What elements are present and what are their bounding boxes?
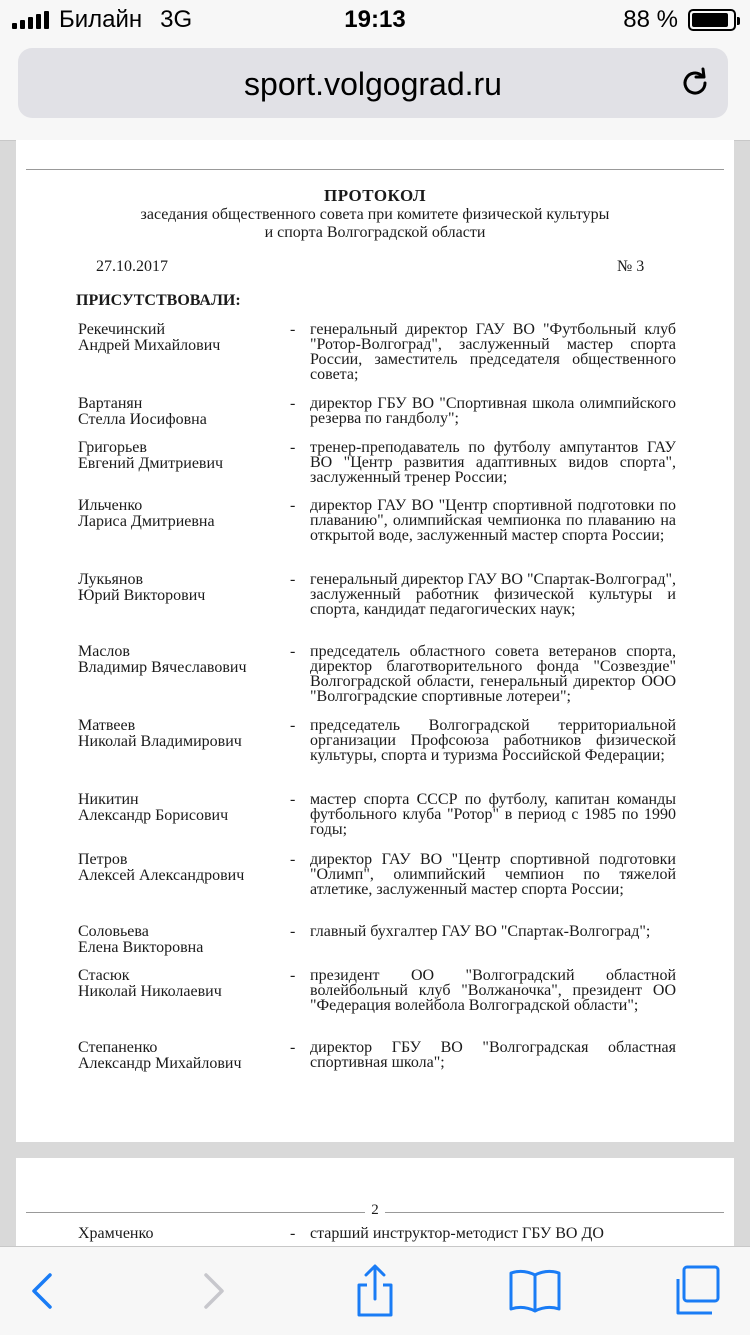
- member-last-name: Храмченко: [78, 1225, 154, 1242]
- member-role: директор ГАУ ВО "Центр спортивной подготовки по плаванию", олимпийская чемпионка по плаванию на открытой воде, заслуженный мастер спорта России;: [310, 497, 676, 544]
- member-role: председатель областного совета ветеранов спорта, директор благотворительного фонда "Созвездие" Волгоградской области, генеральный директор ООО "Волгоградские спортивные лотереи";: [310, 643, 676, 705]
- member-first-name: Николай Николаевич: [78, 983, 222, 1000]
- reload-icon[interactable]: [678, 66, 712, 100]
- browser-address-area: [0, 40, 750, 141]
- member-last-name: Петров: [78, 851, 128, 868]
- protocol-subtitle-line2: и спорта Волгоградской области: [264, 224, 486, 241]
- member-role: генеральный директор ГАУ ВО "Футбольный клуб "Ротор-Волгоград", заслуженный мастер спорта России, заместитель председателя общественного совета;: [310, 321, 676, 383]
- member-first-name: Андрей Михайлович: [78, 337, 221, 354]
- member-role: мастер спорта СССР по футболу, капитан команды футбольного клуба "Ротор" в период с 1985 по 1990 годы;: [310, 791, 676, 838]
- member-dash: -: [290, 717, 296, 734]
- member-first-name: Лариса Дмитриевна: [78, 513, 215, 530]
- member-last-name: Матвеев: [78, 717, 136, 734]
- member-first-name: Стелла Иосифовна: [78, 411, 207, 428]
- member-dash: -: [290, 497, 296, 514]
- protocol-title: ПРОТОКОЛ: [323, 186, 426, 205]
- carrier-name: Билайн: [59, 6, 143, 33]
- member-last-name: Стасюк: [78, 967, 130, 984]
- attendees-heading: ПРИСУТСТВОВАЛИ:: [76, 292, 241, 309]
- share-icon[interactable]: [345, 1261, 405, 1321]
- back-icon[interactable]: [14, 1261, 74, 1321]
- member-role: президент ОО "Волгоградский областной волейбольный клуб "Волжаночка", президент ОО "Федерация волейбола Волгоградской области";: [310, 967, 676, 1014]
- protocol-number: № 3: [617, 258, 645, 275]
- member-last-name: Вартанян: [78, 395, 143, 412]
- member-last-name: Маслов: [78, 643, 130, 660]
- forward-icon[interactable]: [182, 1261, 242, 1321]
- browser-toolbar: [0, 1246, 750, 1335]
- battery-icon: [688, 9, 736, 31]
- bookmarks-icon[interactable]: [505, 1261, 565, 1321]
- member-first-name: Юрий Викторович: [78, 587, 206, 604]
- member-first-name: Владимир Вячеславович: [78, 659, 247, 676]
- member-last-name: Рекечинский: [78, 321, 166, 338]
- member-role: главный бухгалтер ГАУ ВО "Спартак-Волгоград";: [310, 923, 651, 940]
- network-type: 3G: [160, 6, 193, 33]
- member-dash: -: [290, 1039, 296, 1056]
- clock: 19:13: [344, 6, 406, 33]
- member-role: старший инструктор-методист ГБУ ВО ДО: [310, 1225, 604, 1242]
- member-first-name: Евгений Дмитриевич: [78, 455, 224, 472]
- member-role: генеральный директор ГАУ ВО "Спартак-Волгоград", заслуженный работник физической культуры и спорта, кандидат педагогических наук;: [310, 571, 676, 618]
- member-role: директор ГБУ ВО "Волгоградская областная спортивная школа";: [310, 1039, 676, 1071]
- member-dash: -: [290, 571, 296, 588]
- document-page-1: [16, 140, 734, 1142]
- member-role: директор ГАУ ВО "Центр спортивной подготовки "Олимп", олимпийский чемпион по тяжелой атлетике, заслуженный мастер спорта России;: [310, 851, 676, 898]
- member-first-name: Николай Владимирович: [78, 733, 242, 750]
- member-dash: -: [290, 923, 296, 940]
- member-first-name: Александр Михайлович: [78, 1055, 242, 1072]
- protocol-subtitle-line1: заседания общественного совета при комитете физической культуры: [140, 206, 610, 223]
- member-first-name: Алексей Александрович: [78, 867, 245, 884]
- member-last-name: Соловьева: [78, 923, 149, 940]
- member-last-name: Григорьев: [78, 439, 147, 456]
- member-dash: -: [290, 1225, 296, 1242]
- battery-percent: 88 %: [623, 6, 678, 33]
- member-role: директор ГБУ ВО "Спортивная школа олимпийского резерва по гандболу";: [310, 395, 676, 427]
- member-first-name: Елена Викторовна: [78, 939, 204, 956]
- status-right: [623, 6, 736, 34]
- member-dash: -: [290, 439, 296, 456]
- member-last-name: Лукьянов: [78, 571, 143, 588]
- page-number-text: 2: [365, 1202, 385, 1218]
- member-dash: -: [290, 851, 296, 868]
- address-bar[interactable]: [18, 48, 728, 118]
- member-dash: -: [290, 321, 296, 338]
- status-bar: [0, 0, 750, 40]
- member-role: председатель Волгоградской территориальной организации Профсоюза работников физической культуры, спорта и туризма Российской Федерации;: [310, 717, 676, 764]
- member-last-name: Степаненко: [78, 1039, 158, 1056]
- protocol-date: 27.10.2017: [96, 258, 168, 275]
- member-dash: -: [290, 395, 296, 412]
- member-last-name: Никитин: [78, 791, 139, 808]
- url-text[interactable]: sport.volgograd.ru: [244, 66, 502, 102]
- member-dash: -: [290, 643, 296, 660]
- tabs-icon[interactable]: [668, 1261, 728, 1321]
- member-last-name: Ильченко: [78, 497, 143, 514]
- header-rule: [26, 169, 724, 170]
- member-first-name: Александр Борисович: [78, 807, 229, 824]
- member-role: тренер-преподаватель по футболу ампутантов ГАУ ВО "Центр развития адаптивных видов спорта", заслуженный тренер России;: [310, 439, 676, 486]
- page-number: [16, 1202, 734, 1219]
- member-dash: -: [290, 967, 296, 984]
- member-dash: -: [290, 791, 296, 808]
